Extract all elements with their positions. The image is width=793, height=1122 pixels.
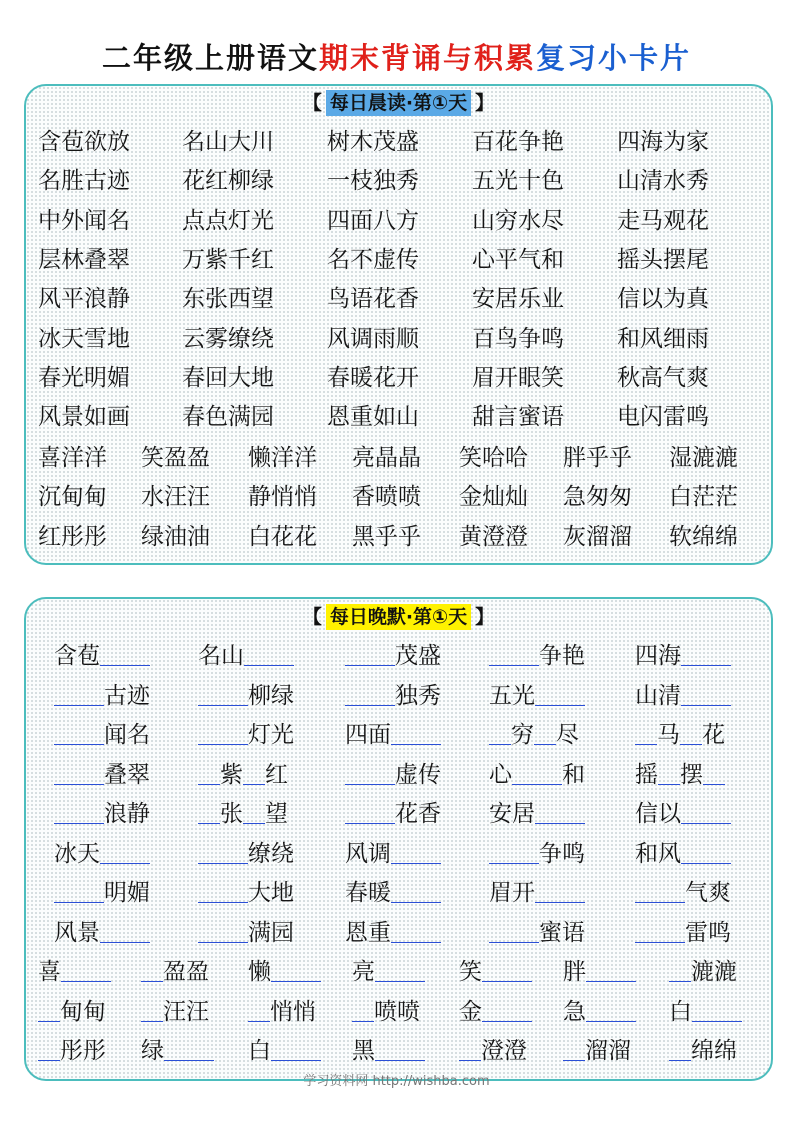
given-characters: 山清 (635, 682, 681, 709)
morning-card-header: 【 每日晨读·第①天 】 (302, 92, 495, 114)
reduplicated-word-item: 胖乎乎 (563, 445, 632, 471)
reduplicated-word-item: 沉甸甸 (38, 484, 107, 511)
idiom-item: 树木茂盛 (327, 129, 419, 155)
answer-blank[interactable] (563, 1038, 585, 1061)
given-characters: 雷鸣 (685, 919, 731, 946)
given-characters: 蜜语 (539, 919, 585, 946)
fill-in-item (669, 957, 737, 987)
given-characters: 和风 (635, 840, 681, 867)
idiom-item: 含苞欲放 (38, 129, 130, 155)
fill-in-item (635, 760, 725, 790)
reduplicated-word-item: 金灿灿 (459, 484, 528, 511)
fill-in-item (38, 1036, 106, 1066)
fill-in-item (635, 681, 731, 711)
fill-in-item (459, 997, 532, 1027)
idiom-item: 春暖花开 (327, 364, 419, 391)
given-characters: 黑 (352, 1038, 375, 1064)
fill-in-item (345, 681, 441, 711)
idiom-item: 风调雨顺 (327, 325, 419, 352)
idiom-item: 山穷水尽 (472, 207, 564, 234)
idiom-item: 四面八方 (327, 207, 419, 234)
idiom-item: 东张西望 (182, 286, 274, 313)
given-characters: 明媚 (104, 880, 150, 906)
reduplicated-word-item: 红彤彤 (38, 523, 107, 550)
fill-in-item (669, 997, 742, 1027)
idiom-item: 百鸟争鸣 (472, 325, 564, 352)
fill-in-item (459, 957, 532, 987)
answer-blank[interactable] (271, 959, 321, 982)
given-characters: 白 (669, 998, 692, 1025)
given-characters: 争鸣 (539, 840, 585, 867)
answer-blank[interactable] (38, 999, 60, 1022)
fill-in-item (198, 681, 294, 711)
answer-blank[interactable] (459, 1038, 481, 1061)
given-characters: 溜溜 (585, 1038, 631, 1064)
idiom-item: 名胜古迹 (38, 168, 130, 195)
answer-blank[interactable] (100, 920, 150, 943)
fill-in-item (141, 997, 209, 1027)
idiom-item: 春光明媚 (38, 364, 130, 391)
given-characters: 汪汪 (163, 998, 209, 1025)
answer-blank[interactable] (635, 880, 685, 903)
given-characters: 绵绵 (691, 1038, 737, 1064)
reduplicated-word-item: 亮晶晶 (352, 445, 421, 471)
idiom-item: 秋高气爽 (617, 364, 709, 391)
reduplicated-word-item: 懒洋洋 (248, 445, 317, 471)
fill-in-item (345, 839, 441, 869)
answer-blank[interactable] (198, 722, 248, 745)
idiom-item: 摇头摆尾 (617, 246, 709, 273)
answer-blank[interactable] (680, 722, 702, 745)
answer-blank[interactable] (198, 920, 248, 943)
fill-in-item (248, 1036, 321, 1066)
fill-in-item (198, 760, 288, 790)
idiom-item: 四海为家 (617, 129, 709, 155)
given-characters: 信以 (635, 801, 681, 827)
idiom-item: 山清水秀 (617, 168, 709, 195)
fill-in-item (563, 997, 636, 1027)
idiom-item: 风平浪静 (38, 286, 130, 313)
answer-blank[interactable] (248, 999, 270, 1022)
given-characters: 名山 (198, 643, 244, 669)
reduplicated-word-item: 笑盈盈 (141, 445, 210, 471)
answer-blank[interactable] (198, 841, 248, 864)
fill-in-item (352, 1036, 425, 1066)
given-characters: 喷喷 (374, 998, 420, 1025)
fill-in-item (54, 839, 150, 869)
fill-in-item (54, 641, 150, 671)
fill-in-item (635, 720, 725, 750)
idiom-item: 风景如画 (38, 404, 130, 431)
reduplicated-word-item: 湿漉漉 (669, 445, 738, 471)
answer-blank[interactable] (534, 722, 556, 745)
given-characters: 白 (248, 1038, 271, 1064)
answer-blank[interactable] (512, 762, 562, 785)
fill-in-item (198, 839, 294, 869)
answer-blank[interactable] (61, 959, 111, 982)
idiom-item: 恩重如山 (327, 404, 419, 431)
given-characters: 紫 (220, 761, 243, 788)
answer-blank[interactable] (535, 683, 585, 706)
answer-blank[interactable] (54, 762, 104, 785)
idiom-item: 春色满园 (182, 404, 274, 431)
given-characters: 气爽 (685, 880, 731, 906)
answer-blank[interactable] (345, 683, 395, 706)
fill-in-item (635, 918, 731, 948)
answer-blank[interactable] (375, 1038, 425, 1061)
answer-blank[interactable] (535, 880, 585, 903)
answer-blank[interactable] (391, 841, 441, 864)
given-characters: 懒 (248, 959, 271, 985)
fill-in-item (198, 918, 294, 948)
answer-blank[interactable] (681, 683, 731, 706)
given-characters: 独秀 (395, 682, 441, 709)
given-characters: 五光 (489, 682, 535, 709)
answer-blank[interactable] (271, 1038, 321, 1061)
given-characters: 喜 (38, 959, 61, 985)
answer-blank[interactable] (535, 801, 585, 824)
fill-in-item (54, 878, 150, 908)
answer-blank[interactable] (198, 762, 220, 785)
given-characters: 心 (489, 761, 512, 788)
idiom-item: 万紫千红 (182, 246, 274, 273)
answer-blank[interactable] (681, 841, 731, 864)
answer-blank[interactable] (482, 959, 532, 982)
fill-in-item (489, 918, 585, 948)
given-characters: 灯光 (248, 722, 294, 748)
fill-in-item (345, 760, 441, 790)
idiom-item: 眉开眼笑 (472, 364, 564, 391)
given-characters: 虚传 (395, 761, 441, 788)
given-characters: 绿 (141, 1038, 164, 1064)
footer-watermark: 学习资料网 http://wishba.com (303, 1074, 490, 1089)
fill-in-item (489, 681, 585, 711)
answer-blank[interactable] (669, 1038, 691, 1061)
answer-blank[interactable] (198, 683, 248, 706)
given-characters: 穷 (511, 722, 534, 748)
answer-blank[interactable] (482, 999, 532, 1022)
given-characters: 古迹 (104, 682, 150, 709)
idiom-item: 安居乐业 (472, 286, 564, 313)
fill-in-item (489, 839, 585, 869)
answer-blank[interactable] (391, 880, 441, 903)
fill-in-item (54, 799, 150, 829)
idiom-item: 甜言蜜语 (472, 404, 564, 431)
given-characters: 柳绿 (248, 682, 294, 709)
fill-in-item (198, 878, 294, 908)
fill-in-item (489, 720, 579, 750)
fill-in-item (489, 641, 585, 671)
idiom-item: 花红柳绿 (182, 168, 274, 195)
answer-blank[interactable] (54, 801, 104, 824)
fill-in-item (635, 878, 731, 908)
idiom-item: 走马观花 (617, 207, 709, 234)
fill-in-item (345, 641, 441, 671)
answer-blank[interactable] (198, 880, 248, 903)
fill-in-item (54, 720, 150, 750)
reduplicated-word-item: 喜洋洋 (38, 445, 107, 471)
reduplicated-word-item: 黄澄澄 (459, 523, 528, 550)
answer-blank[interactable] (54, 722, 104, 745)
idiom-item: 和风细雨 (617, 325, 709, 352)
given-characters: 盈盈 (163, 959, 209, 985)
reduplicated-word-item: 笑哈哈 (459, 445, 528, 471)
idiom-item: 五光十色 (472, 168, 564, 195)
reduplicated-word-item: 水汪汪 (141, 484, 210, 511)
given-characters: 叠翠 (104, 761, 150, 788)
fill-in-item (248, 997, 316, 1027)
given-characters: 马 (657, 722, 680, 748)
fill-in-item (489, 799, 585, 829)
given-characters: 甸甸 (60, 998, 106, 1025)
idiom-item: 春回大地 (182, 364, 274, 391)
reduplicated-word-item: 软绵绵 (669, 523, 738, 550)
morning-reading-card (24, 84, 773, 565)
given-characters: 急 (563, 998, 586, 1025)
answer-blank[interactable] (669, 959, 691, 982)
given-characters: 四面 (345, 722, 391, 748)
idiom-item: 信以为真 (617, 286, 709, 313)
answer-blank[interactable] (100, 841, 150, 864)
given-characters: 悄悄 (270, 998, 316, 1025)
idiom-item: 百花争艳 (472, 129, 564, 155)
given-characters: 花 (702, 722, 725, 748)
answer-blank[interactable] (38, 1038, 60, 1061)
idiom-item: 中外闻名 (38, 207, 130, 234)
idiom-item: 点点灯光 (182, 207, 274, 234)
given-characters: 尽 (556, 722, 579, 748)
given-characters: 四海 (635, 643, 681, 669)
answer-blank[interactable] (244, 643, 294, 666)
answer-blank[interactable] (141, 959, 163, 982)
given-characters: 笑 (459, 959, 482, 985)
answer-blank[interactable] (345, 643, 395, 666)
given-characters: 眉开 (489, 880, 535, 906)
answer-blank[interactable] (635, 722, 657, 745)
fill-in-item (345, 918, 441, 948)
fill-in-item (141, 957, 209, 987)
reduplicated-word-item: 绿油油 (141, 523, 210, 550)
given-characters: 漉漉 (691, 959, 737, 985)
fill-in-item (141, 1036, 214, 1066)
reduplicated-word-item: 香喷喷 (352, 484, 421, 511)
answer-blank[interactable] (243, 762, 265, 785)
given-characters: 争艳 (539, 643, 585, 669)
fill-in-item (198, 641, 294, 671)
given-characters: 花香 (395, 801, 441, 827)
answer-blank[interactable] (489, 841, 539, 864)
given-characters: 大地 (248, 880, 294, 906)
given-characters: 闻名 (104, 722, 150, 748)
answer-blank[interactable] (141, 999, 163, 1022)
fill-in-item (489, 760, 585, 790)
given-characters: 澄澄 (481, 1038, 527, 1064)
fill-in-item (248, 957, 321, 987)
given-characters: 浪静 (104, 801, 150, 827)
given-characters: 张 (220, 801, 243, 827)
answer-blank[interactable] (352, 999, 374, 1022)
given-characters: 春暖 (345, 880, 391, 906)
fill-in-item (38, 997, 106, 1027)
fill-in-item (352, 957, 425, 987)
reduplicated-word-item: 灰溜溜 (563, 523, 632, 550)
fill-in-item (54, 681, 150, 711)
fill-in-item (198, 799, 288, 829)
fill-in-item (635, 799, 731, 829)
answer-blank[interactable] (164, 1038, 214, 1061)
idiom-item: 电闪雷鸣 (617, 404, 709, 431)
answer-blank[interactable] (54, 880, 104, 903)
answer-blank[interactable] (586, 999, 636, 1022)
answer-blank[interactable] (54, 683, 104, 706)
given-characters: 胖 (563, 959, 586, 985)
fill-in-item (345, 878, 441, 908)
idiom-item: 名山大川 (182, 129, 274, 155)
answer-blank[interactable] (489, 920, 539, 943)
reduplicated-word-item: 黑乎乎 (352, 523, 421, 550)
given-characters: 缭绕 (248, 840, 294, 867)
reduplicated-word-item: 白花花 (248, 523, 317, 550)
fill-in-item (54, 760, 150, 790)
fill-in-item (54, 918, 150, 948)
given-characters: 恩重 (345, 919, 391, 946)
given-characters: 风调 (345, 840, 391, 867)
answer-blank[interactable] (391, 920, 441, 943)
fill-in-item (635, 641, 731, 671)
given-characters: 望 (265, 801, 288, 827)
idiom-item: 冰天雪地 (38, 325, 130, 352)
idiom-item: 云雾缭绕 (182, 325, 274, 352)
answer-blank[interactable] (345, 762, 395, 785)
given-characters: 安居 (489, 801, 535, 827)
answer-blank[interactable] (586, 959, 636, 982)
given-characters: 满园 (248, 919, 294, 946)
answer-blank[interactable] (100, 643, 150, 666)
fill-in-item (563, 1036, 631, 1066)
given-characters: 风景 (54, 919, 100, 946)
answer-blank[interactable] (703, 762, 725, 785)
answer-blank[interactable] (345, 801, 395, 824)
answer-blank[interactable] (658, 762, 680, 785)
answer-blank[interactable] (375, 959, 425, 982)
answer-blank[interactable] (681, 801, 731, 824)
given-characters: 彤彤 (60, 1038, 106, 1064)
given-characters: 摇 (635, 761, 658, 788)
given-characters: 红 (265, 761, 288, 788)
page-title: 二年级上册语文期末背诵与积累复习小卡片 (101, 41, 692, 75)
fill-in-item (489, 878, 585, 908)
fill-in-item (198, 720, 294, 750)
answer-blank[interactable] (489, 643, 539, 666)
fill-in-item (352, 997, 420, 1027)
idiom-item: 层林叠翠 (38, 246, 130, 273)
reduplicated-word-item: 白茫茫 (669, 484, 738, 511)
given-characters: 含苞 (54, 643, 100, 669)
fill-in-item (345, 720, 441, 750)
fill-in-item (563, 957, 636, 987)
answer-blank[interactable] (489, 722, 511, 745)
given-characters: 摆 (680, 761, 703, 788)
idiom-item: 心平气和 (472, 246, 564, 273)
answer-blank[interactable] (692, 999, 742, 1022)
fill-in-item (669, 1036, 737, 1066)
answer-blank[interactable] (243, 801, 265, 824)
reduplicated-word-item: 静悄悄 (248, 484, 317, 511)
fill-in-item (38, 957, 111, 987)
answer-blank[interactable] (681, 643, 731, 666)
given-characters: 冰天 (54, 840, 100, 867)
fill-in-item (459, 1036, 527, 1066)
evening-dictation-card (24, 597, 773, 1081)
given-characters: 亮 (352, 959, 375, 985)
answer-blank[interactable] (635, 920, 685, 943)
fill-in-item (345, 799, 441, 829)
idiom-item: 一枝独秀 (327, 168, 419, 195)
given-characters: 茂盛 (395, 643, 441, 669)
idiom-item: 鸟语花香 (327, 286, 419, 313)
given-characters: 金 (459, 998, 482, 1025)
idiom-item: 名不虚传 (327, 246, 419, 273)
given-characters: 和 (562, 761, 585, 788)
evening-card-header: 【 每日晚默·第①天 】 (302, 606, 495, 628)
reduplicated-word-item: 急匆匆 (563, 484, 632, 511)
answer-blank[interactable] (391, 722, 441, 745)
answer-blank[interactable] (198, 801, 220, 824)
fill-in-item (635, 839, 731, 869)
